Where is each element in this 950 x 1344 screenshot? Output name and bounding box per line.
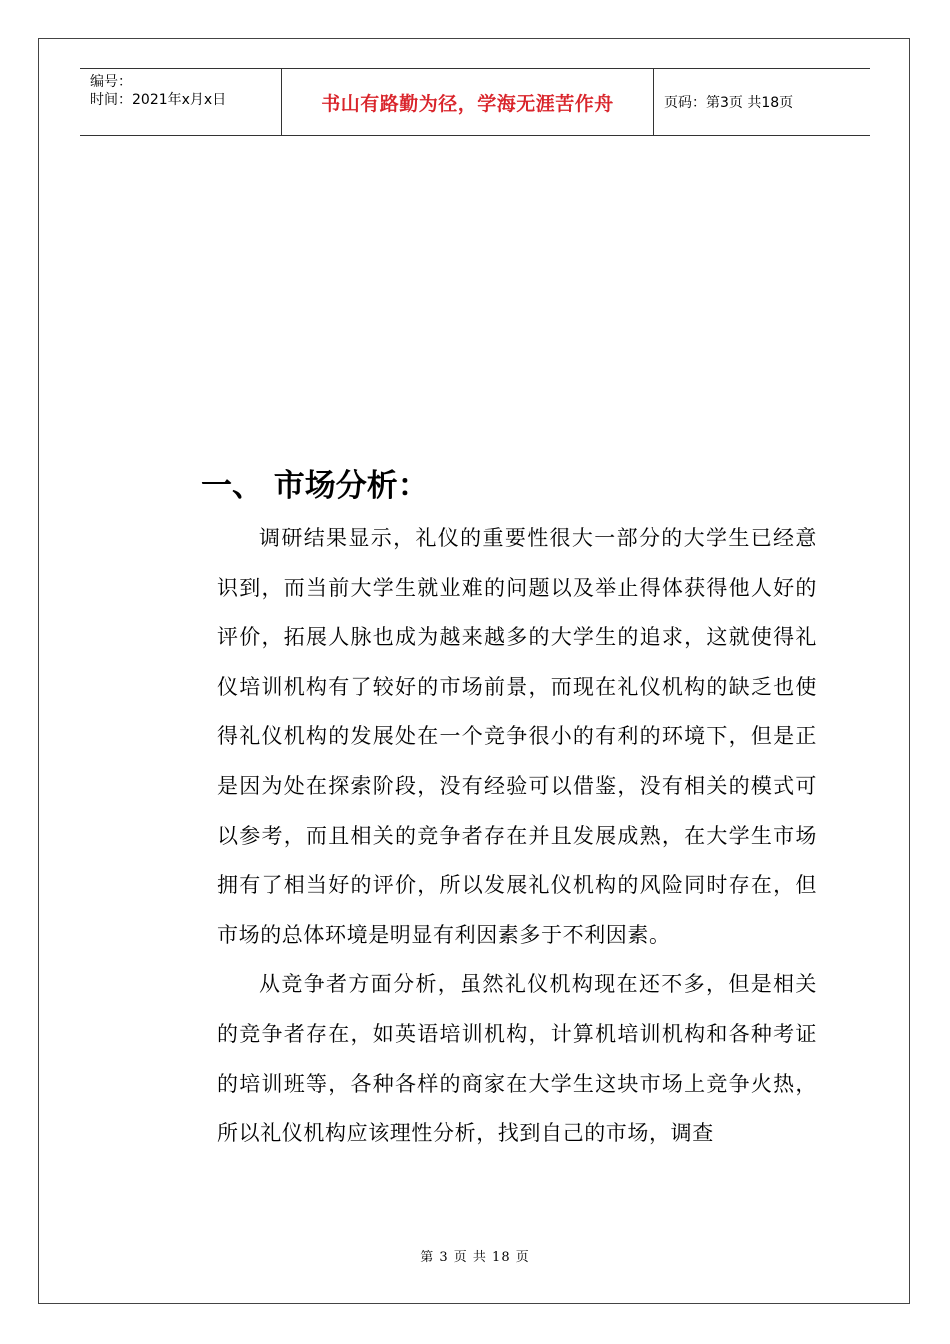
document-body xyxy=(201,458,817,1159)
header-meta-cell xyxy=(80,69,282,135)
number-label: 编号： xyxy=(90,74,132,90)
page-info: 页码：第3页 共18页 xyxy=(664,95,794,111)
header-page-cell xyxy=(654,69,870,135)
document-header xyxy=(80,68,870,136)
paragraph-market-overview: 调研结果显示，礼仪的重要性很大一部分的大学生已经意识到，而当前大学生就业难的问题以及举止得体获得他人好的评价，拓展人脉也成为越来越多的大学生的追求，这就使得礼仪培训机构有了较好的市场前景，而现在礼仪机构的缺乏也使得礼仪机构的发展处在一个竞争很小的有利的环境下，但是正是因为处在探索阶段，没有经验可以借鉴，没有相关的模式可以参考，而且相关的竞争者存在并且发展成熟，在大学生市场拥有了相当好的评价，所以发展礼仪机构的风险同时存在，但市场的总体环境是明显有利因素多于不利因素。 xyxy=(217,526,817,947)
motto-text: 书山有路勤为径，学海无涯苦作舟 xyxy=(321,92,614,115)
page-footer: 第 3 页 共 18 页 xyxy=(420,1250,530,1265)
time-label: 时间：2021年x月x日 xyxy=(90,92,227,108)
paragraph-competitor-analysis: 从竞争者方面分析，虽然礼仪机构现在还不多，但是相关的竞争者存在，如英语培训机构，计算机培训机构和各种考证的培训班等，各种各样的商家在大学生这块市场上竞争火热，所以礼仪机构应该理性分析，找到自己的市场，调查 xyxy=(217,972,817,1146)
header-motto-cell xyxy=(282,69,654,135)
section-heading: 一、 市场分析： xyxy=(201,468,429,504)
